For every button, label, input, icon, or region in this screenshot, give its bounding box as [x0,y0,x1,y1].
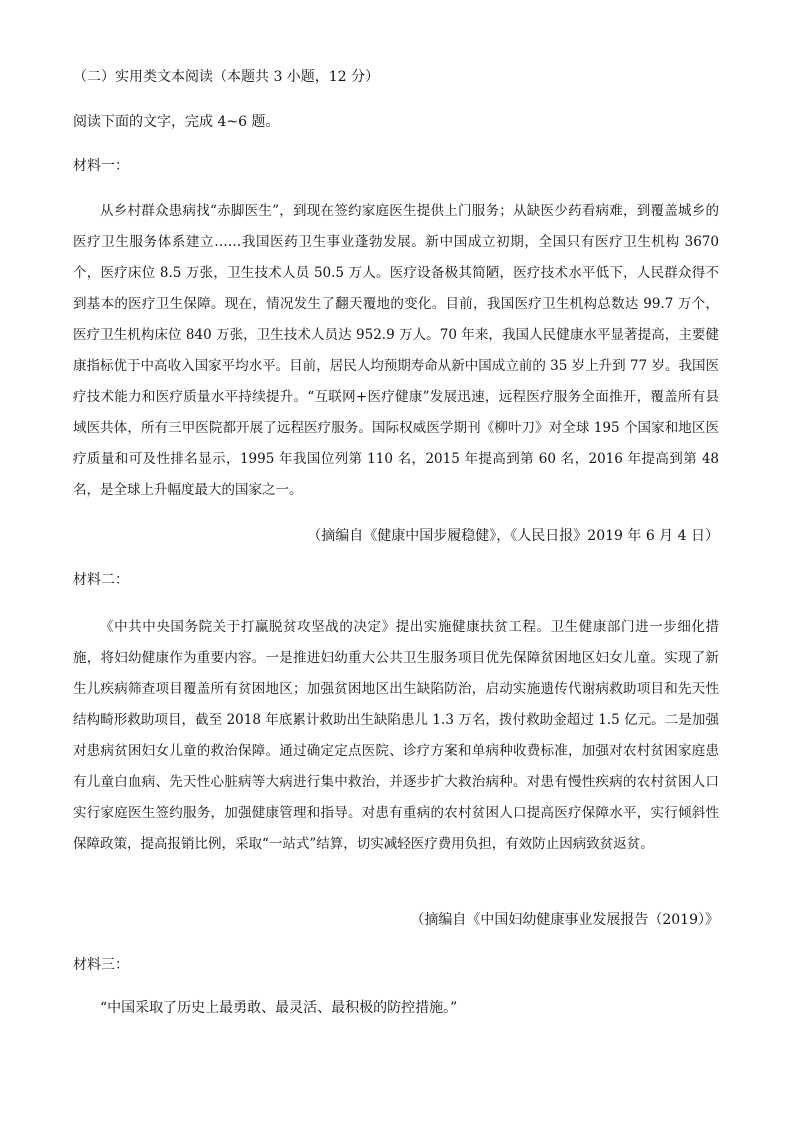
material-two-paragraph: 《中共中央国务院关于打赢脱贫攻坚战的决定》提出实施健康扶贫工程。卫生健康部门进一步细化措施，将妇幼健康作为重要内容。一是推进妇幼重大公共卫生服务项目优先保障贫困地区妇女儿童。实现了新生儿疾病筛查项目覆盖所有贫困地区；加强贫困地区出生缺陷防治，启动实施遗传代谢病救助项目和先天性结构畸形救助项目，截至 2018 年底累计救助出生缺陷患儿 1.3 万名，拨付救助金超过 1.5 亿元。二是加强对患病贫困妇女儿童的救治保障。通过确定定点医院、诊疗方案和单病种收费标准，加强对农村贫困家庭患有儿童白血病、先天性心脏病等大病进行集中救治，并逐步扩大救治病种。对患有慢性疾病的农村贫困人口实行家庭医生签约服务，加强健康管理和指导。对患有重病的农村贫困人口提高医疗保障水平，实行倾斜性保障政策，提高报销比例，采取“一站式”结算，切实减轻医疗费用负担，有效防止因病致贫返贫。 [73,619,719,852]
material-two-label: 材料二： [73,572,129,588]
material-two-source: （摘编自《中国妇幼健康事业发展报告（2019）》 [410,912,719,928]
reading-instruction: 阅读下面的文字，完成 4~6 题。 [73,114,280,130]
material-one-source: （摘编自《健康中国步履稳健》，《人民日报》2019 年 6 月 4 日） [307,528,719,544]
material-one-paragraph: 从乡村群众患病找“赤脚医生”，到现在签约家庭医生提供上门服务；从缺医少药看病难，到覆盖城乡的医疗卫生服务体系建立……我国医药卫生事业蓬勃发展。新中国成立初期，全国只有医疗卫生机构 3670 个，医疗床位 8.5 万张，卫生技术人员 50.5 万人。医疗设备极其简陋，医疗技术水平低下，人民群众得不到基本的医疗卫生保障。现在，情况发生了翻天覆地的变化。目前，我国医疗卫生机构总数达 99.7 万个，医疗卫生机构床位 840 万张，卫生技术人员达 952.9 万人。70 年来，我国人民健康水平显著提高，主要健康指标优于中高收入国家平均水平。目前，居民人均预期寿命从新中国成立前的 35 岁上升到 77 岁。我国医疗技术能力和医疗质量水平持续提升。“互联网+医疗健康”发展迅速，远程医疗服务全面推开，覆盖所有县域医共体，所有三甲医院都开展了远程医疗服务。国际权威医学期刊《柳叶刀》对全球 195 个国家和地区医疗质量和可及性排名显示，1995 年我国位列第 110 名，2015 年提高到第 60 名，2016 年提高到第 48 名，是全球上升幅度最大的国家之一。 [73,203,719,498]
material-three-quote: “中国采取了历史上最勇敢、最灵活、最积极的防控措施。” [100,1000,458,1016]
material-three-label: 材料三： [73,957,129,973]
section-header: （二）实用类文本阅读（本题共 3 小题，12 分） [73,69,380,85]
material-one-label: 材料一： [73,158,129,174]
